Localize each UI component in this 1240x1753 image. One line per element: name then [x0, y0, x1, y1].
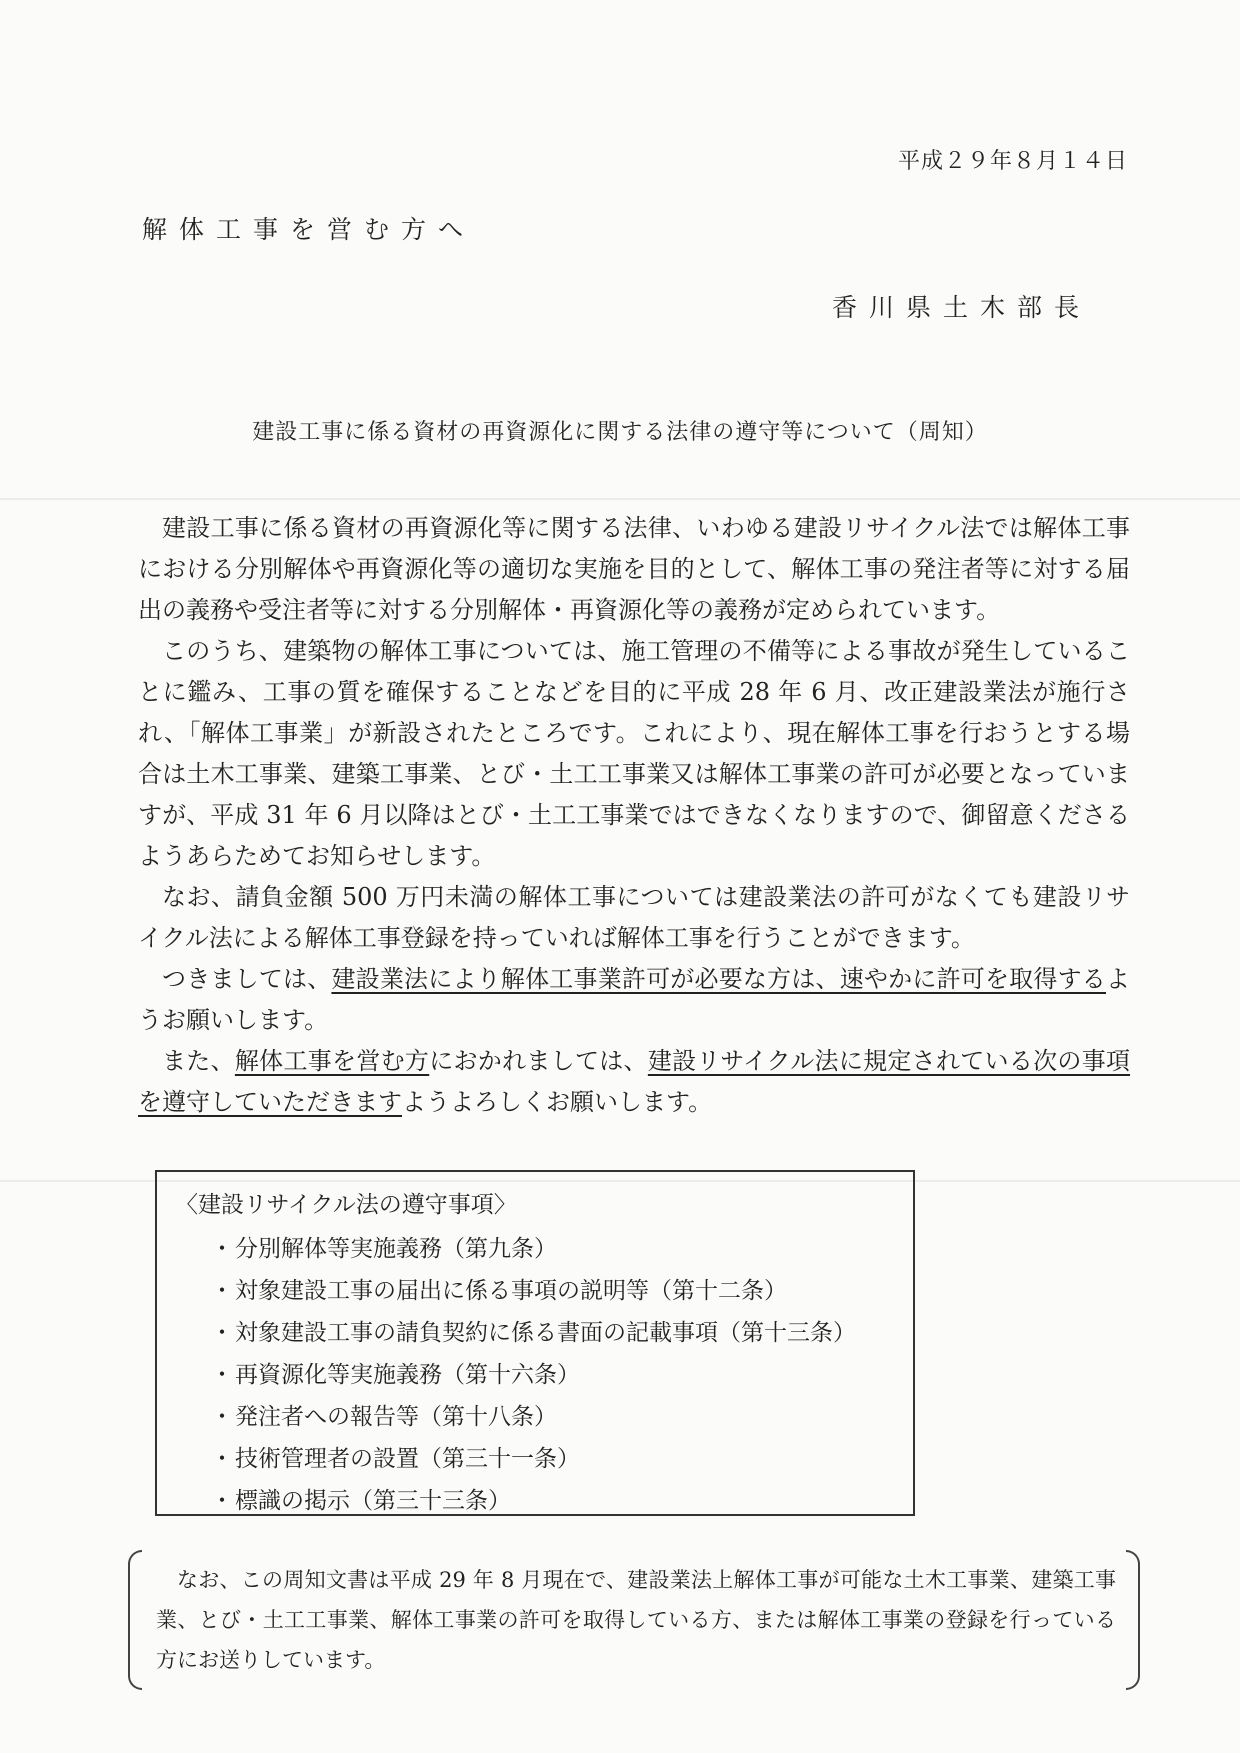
left-bracket [128, 1550, 142, 1690]
underlined-subject: 解体工事を営む方 [234, 1047, 430, 1075]
compliance-box [155, 1170, 915, 1516]
underlined-request: 建設業法により解体工事業許可が必要な方は、速やかに許可を取得する [331, 965, 1106, 993]
paragraph-5 [138, 1041, 1130, 1123]
compliance-list [209, 1228, 856, 1522]
list-item [209, 1354, 856, 1396]
sender-line: 香川県土木部長 [832, 293, 1092, 322]
list-item-text: 発注者への報告等（第十八条） [235, 1404, 557, 1430]
bullet-dot: ・ [210, 1278, 234, 1304]
paragraph-4-lead: つきましては、 [162, 965, 332, 993]
document-date: 平成２９年８月１４日 [897, 149, 1128, 174]
list-item [209, 1228, 856, 1270]
bullet-dot: ・ [210, 1404, 234, 1430]
paragraph-4-tail: ようお願いします。 [138, 965, 1130, 1034]
list-item [209, 1396, 856, 1438]
compliance-box-heading: 〈建設リサイクル法の遵守事項〉 [175, 1192, 517, 1218]
list-item-text: 標識の掲示（第三十三条） [235, 1488, 511, 1514]
list-item [209, 1270, 856, 1312]
paragraph-5-mid: におかれましては、 [429, 1047, 648, 1075]
bullet-dot: ・ [210, 1320, 234, 1346]
list-item-text: 分別解体等実施義務（第九条） [235, 1236, 557, 1262]
bullet-dot: ・ [210, 1446, 234, 1472]
list-item [209, 1312, 856, 1354]
list-item [209, 1438, 856, 1480]
note-text: なお、この周知文書は平成 29 年 8 月現在で、建設業法上解体工事が可能な土木工事業、建築工事業、とび・土工工事業、解体工事業の許可を取得している方、または解体工事業の登録を行っている方にお送りしています。 [156, 1568, 1116, 1672]
right-bracket [1126, 1550, 1140, 1690]
body-text [138, 508, 1130, 1123]
list-item-text: 対象建設工事の請負契約に係る書面の記載事項（第十三条） [235, 1320, 856, 1346]
paragraph-2: このうち、建築物の解体工事については、施工管理の不備等による事故が発生していることに鑑み、工事の質を確保することなどを目的に平成 28 年 6 月、改正建設業法が施行され、「解体工事業」が新設されたところです。これにより、現在解体工事を行おうとする場合は土木工事業、建築工事業、とび・土工工事業又は解体工事業の許可が必要となっていますが、平成 31 年 6 月以降はとび・土工工事業ではできなくなりますので、御留意くださるようあらためてお知らせします。 [138, 637, 1130, 870]
paragraph-4 [138, 959, 1130, 1041]
paragraph-5-lead: また、 [162, 1047, 235, 1075]
paragraph-5-tail: ようよろしくお願いします。 [402, 1088, 713, 1116]
list-item [209, 1480, 856, 1522]
underlined-obligation: 建設リサイクル法に規定されている次の事項を遵守していただきます [138, 1047, 1131, 1116]
bullet-dot: ・ [210, 1362, 234, 1388]
bullet-dot: ・ [210, 1236, 234, 1262]
paragraph-1: 建設工事に係る資材の再資源化等に関する法律、いわゆる建設リサイクル法では解体工事における分別解体や再資源化等の適切な実施を目的として、解体工事の発注者等に対する届出の義務や受注者等に対する分別解体・再資源化等の義務が定められています。 [138, 514, 1130, 624]
document-title: 建設工事に係る資材の再資源化に関する法律の遵守等について（周知） [252, 420, 988, 445]
paragraph-3: なお、請負金額 500 万円未満の解体工事については建設業法の許可がなくても建設リサイクル法による解体工事登録を持っていれば解体工事を行うことができます。 [138, 883, 1130, 952]
list-item-text: 技術管理者の設置（第三十一条） [235, 1446, 580, 1472]
list-item-text: 対象建設工事の届出に係る事項の説明等（第十二条） [235, 1278, 787, 1304]
recipient-line: 解体工事を営む方へ [142, 215, 476, 244]
list-item-text: 再資源化等実施義務（第十六条） [235, 1362, 580, 1388]
paper-fold-line [0, 498, 1240, 500]
bullet-dot: ・ [210, 1488, 234, 1514]
note-block [128, 1550, 1140, 1690]
